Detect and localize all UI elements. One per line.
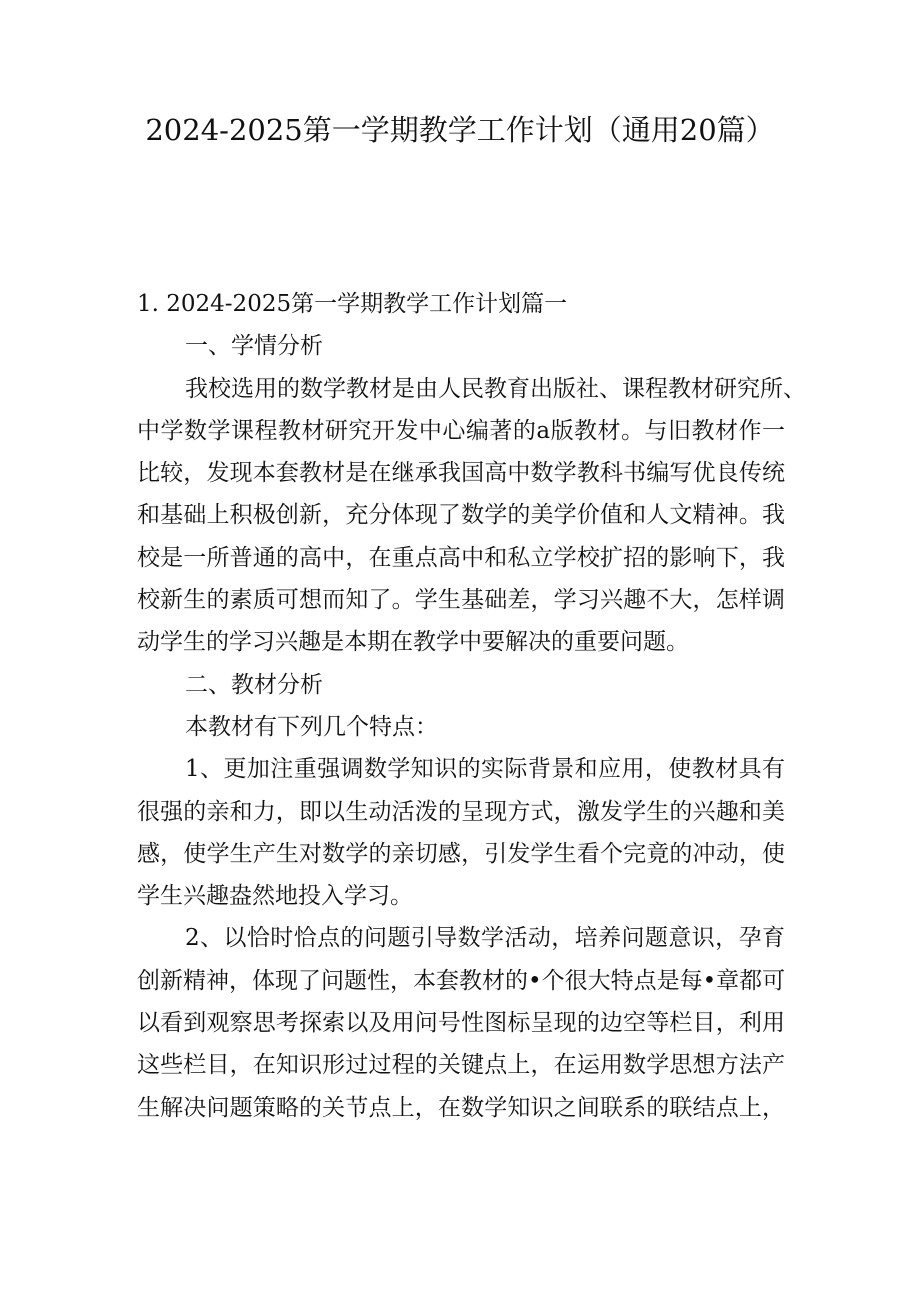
paragraph-line: 很强的亲和力，即以生动活泼的呈现方式，激发学生的兴趣和美 [137, 798, 785, 825]
paragraph-line: 学生兴趣盎然地投入学习。 [137, 883, 413, 910]
paragraph-line: 感，使学生产生对数学的亲切感，引发学生看个完竟的冲动，使 [137, 840, 785, 867]
heading-textbook-analysis: 二、教材分析 [185, 671, 323, 698]
paragraph-line: 1、更加注重强调数学知识的实际背景和应用，使教材具有 [185, 756, 785, 783]
paragraph-line: 和基础上积极创新，充分体现了数学的美学价值和人文精神。我 [137, 502, 785, 529]
paragraph-feature-1 [137, 748, 785, 917]
paragraph-line: 动学生的学习兴趣是本期在教学中要解决的重要问题。 [137, 629, 689, 656]
paragraph-learning-analysis [137, 368, 806, 664]
paragraph-line: 以看到观察思考探索以及用问号性图标呈现的边空等栏目，利用 [137, 1010, 785, 1037]
paragraph-feature-2 [137, 917, 785, 1128]
paragraph-line: 中学数学课程教材研究开发中心编著的a版教材。与旧教材作一 [137, 417, 785, 444]
paragraph-line: 比较，发现本套教材是在继承我国高中数学教科书编写优良传统 [137, 460, 785, 487]
paragraph-line: 2、以恰时恰点的问题引导数学活动，培养问题意识，孕育 [185, 925, 785, 952]
paragraph-line: 创新精神，体现了问题性，本套教材的•个很大特点是每•章都可 [137, 967, 786, 994]
section-heading: 1. 2024-2025第一学期教学工作计划篇一 [137, 291, 568, 317]
heading-learning-analysis: 一、学情分析 [185, 333, 323, 360]
document-title: 2024-2025第一学期教学工作计划（通用20篇） [145, 113, 775, 147]
paragraph-line: 生解决问题策略的关节点上，在数学知识之间联系的联结点上， [137, 1094, 785, 1121]
features-intro: 本教材有下列几个特点： [185, 713, 438, 740]
paragraph-line: 校新生的素质可想而知了。学生基础差，学习兴趣不大，怎样调 [137, 587, 785, 614]
paragraph-line: 我校选用的数学教材是由人民教育出版社、课程教材研究所、 [185, 375, 806, 402]
paragraph-line: 校是一所普通的高中，在重点高中和私立学校扩招的影响下，我 [137, 544, 785, 571]
document-body [137, 283, 806, 1129]
paragraph-line: 这些栏目，在知识形过过程的关键点上，在运用数学思想方法产 [137, 1052, 785, 1079]
